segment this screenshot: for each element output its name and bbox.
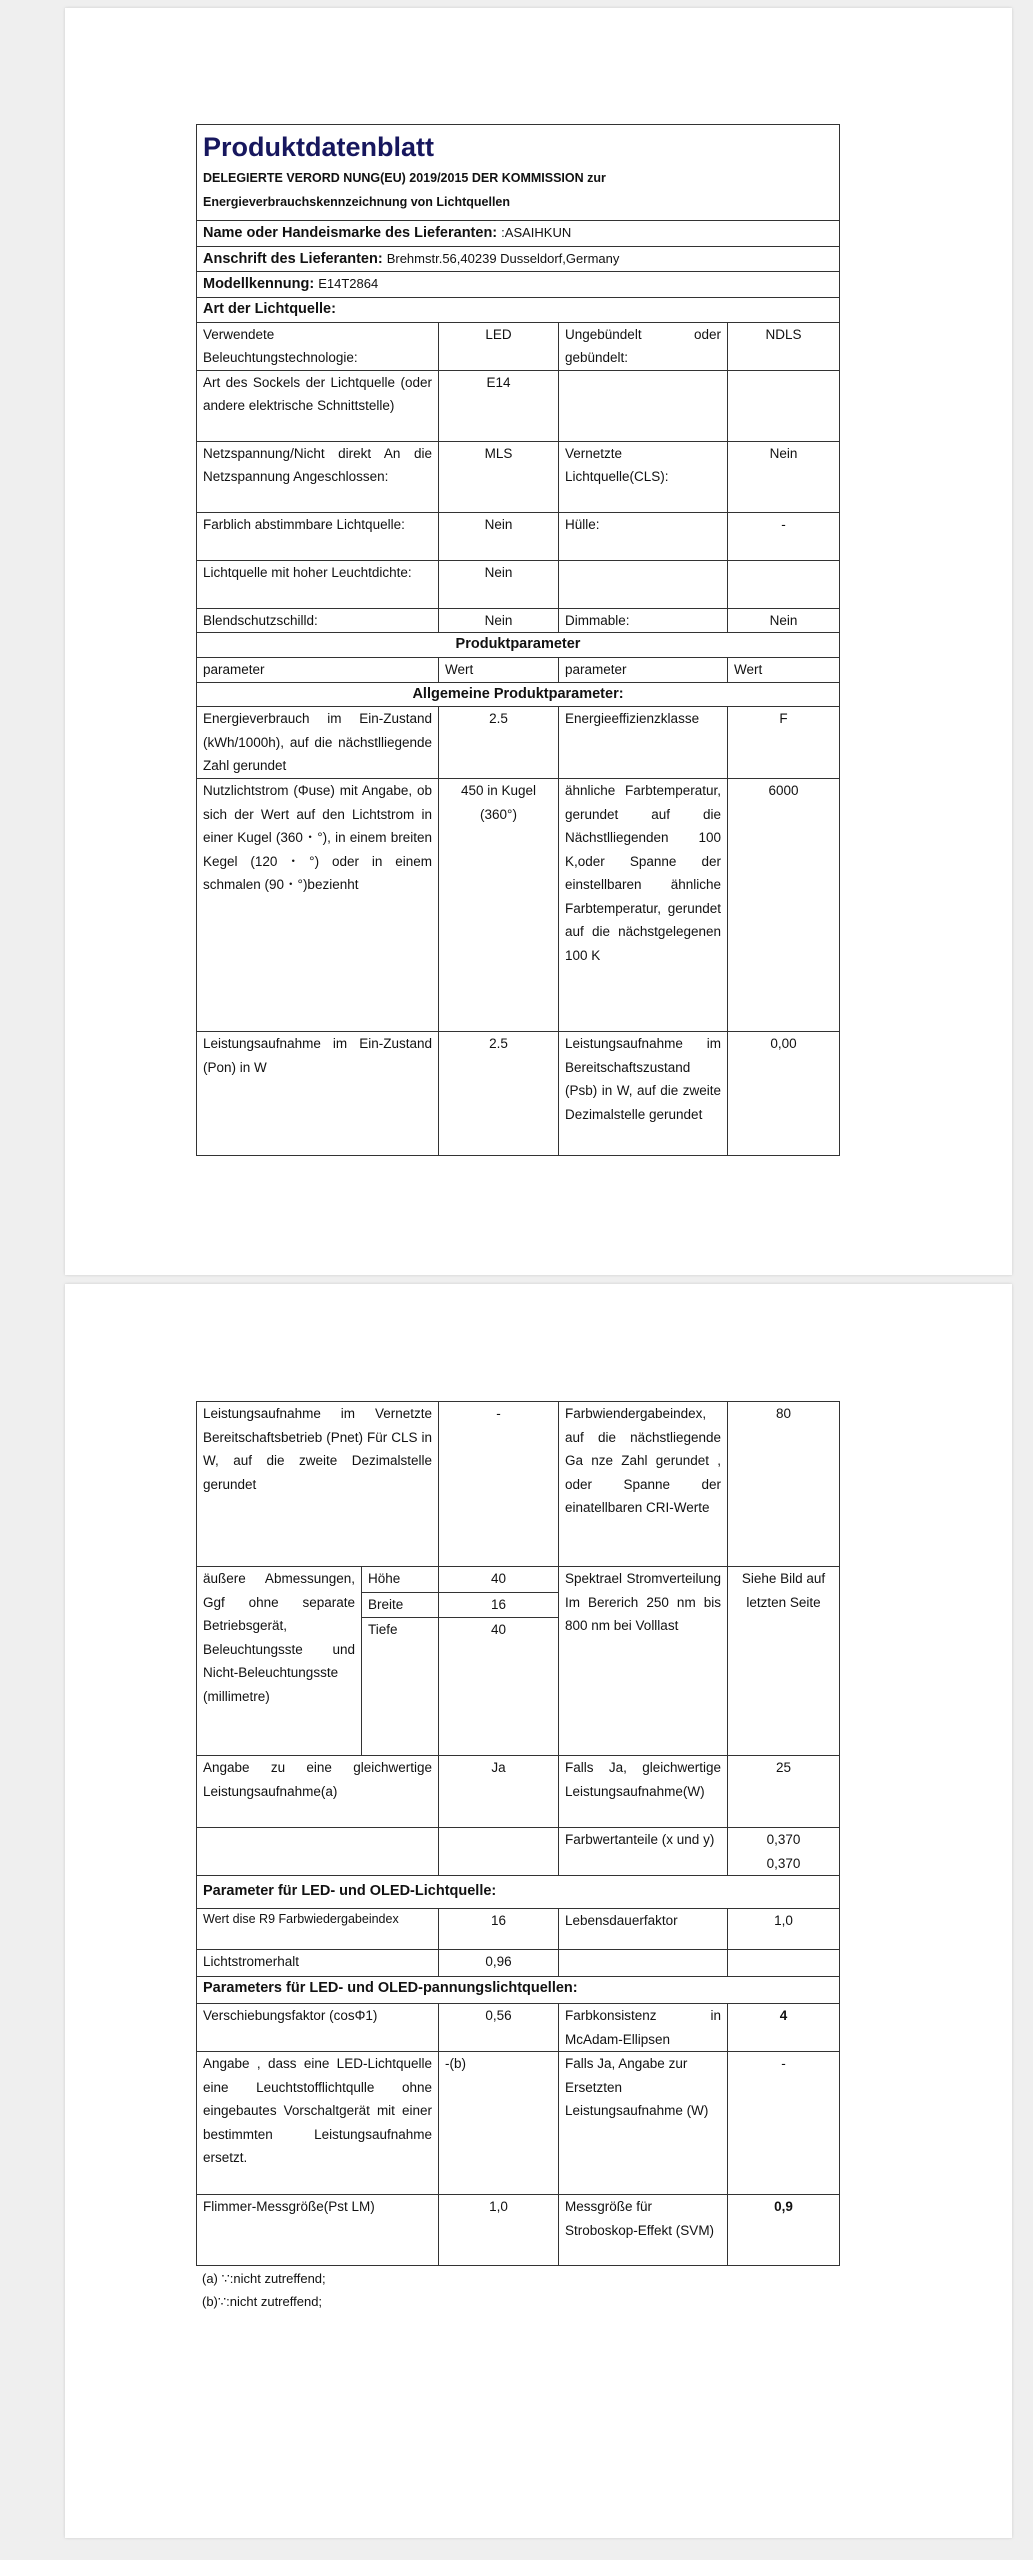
value-cell: 1,0 bbox=[439, 2195, 559, 2266]
param-cell bbox=[559, 370, 728, 441]
param-cell: Verwendete Beleuchtungstechnologie: bbox=[197, 322, 439, 370]
param-cell: Nutzlichtstrom (Φuse) mit Angabe, ob sich der Wert auf den Lichtstrom in einer Kugel (360・°), in einem breiten Kegel (120・°) oder in einem schmalen (90・°)bezienht bbox=[197, 779, 439, 1032]
supplier-row bbox=[197, 221, 840, 247]
param-cell: Ungebündelt oder gebündelt: bbox=[559, 322, 728, 370]
section-general-parameters: Allgemeine Produktparameter: bbox=[197, 682, 840, 707]
model-label: Modellkennung: bbox=[203, 276, 319, 292]
value-cell: 0,96 bbox=[439, 1950, 559, 1977]
value-cell: E14 bbox=[439, 370, 559, 441]
param-cell: Lichtquelle mit hoher Leuchtdichte: bbox=[197, 560, 439, 608]
value-cell: 25 bbox=[728, 1756, 840, 1828]
section-light-type: Art der Lichtquelle: bbox=[197, 297, 840, 322]
param-cell: Verschiebungsfaktor (cosΦ1) bbox=[197, 2004, 439, 2052]
empty-cell bbox=[197, 1828, 439, 1876]
param-cell: Netzspannung/Nicht direkt An die Netzspannung Angeschlossen: bbox=[197, 441, 439, 512]
chroma-x: 0,370 bbox=[766, 1832, 801, 1847]
model-row bbox=[197, 272, 840, 298]
table-row bbox=[197, 779, 840, 1032]
value-cell: LED bbox=[439, 322, 559, 370]
param-cell: Leistungsaufnahme im Vernetzte Bereitschaftsbetrieb (Pnet) Für CLS in W, auf die zweite Dezimalstelle gerundet bbox=[197, 1402, 439, 1567]
table-row bbox=[197, 2004, 840, 2052]
table-row bbox=[197, 512, 840, 560]
page-1 bbox=[65, 8, 1012, 1275]
address-value: Brehmstr.56,40239 Dusseldorf,Germany bbox=[386, 250, 620, 266]
value-cell: Nein bbox=[439, 560, 559, 608]
product-datasheet-table-1 bbox=[196, 124, 840, 1156]
section-mains-led-parameters: Parameters für LED- und OLED-pannungslichtquellen: bbox=[197, 1977, 840, 2004]
value-cell: NDLS bbox=[728, 322, 840, 370]
param-cell: Farblich abstimmbare Lichtquelle: bbox=[197, 512, 439, 560]
param-cell: Farbwiendergabeindex, auf die nächstliegende Ga nze Zahl gerundet , oder Spanne der einatellbaren CRI-Werte bbox=[559, 1402, 728, 1567]
table-row bbox=[197, 2052, 840, 2195]
param-cell: Energieverbrauch im Ein-Zustand (kWh/1000h), auf die nächstlliegende Zahl gerundet bbox=[197, 707, 439, 779]
section-led-parameters: Parameter für LED- und OLED-Lichtquelle: bbox=[197, 1876, 840, 1909]
header-cell bbox=[197, 125, 840, 221]
value-cell: F bbox=[728, 707, 840, 779]
param-cell: Art des Sockels der Lichtquelle (oder andere elektrische Schnittstelle) bbox=[197, 370, 439, 441]
param-cell bbox=[559, 560, 728, 608]
regulation-line-2: Energieverbrauchskennzeichnung von Lichtquellen bbox=[203, 194, 511, 209]
value-cell: Siehe Bild auf letzten Seite bbox=[728, 1567, 840, 1756]
table-row bbox=[197, 370, 840, 441]
param-cell: Angabe zu eine gleichwertige Leistungsaufnahme(a) bbox=[197, 1756, 439, 1828]
value-cell: 2.5 bbox=[439, 1032, 559, 1156]
value-cell: 0,9 bbox=[728, 2195, 840, 2266]
page-title: Produktdatenblatt bbox=[203, 132, 435, 162]
param-cell: Leistungsaufnahme im Ein-Zustand (Pon) in W bbox=[197, 1032, 439, 1156]
param-cell: Blendschutzschilld: bbox=[197, 608, 439, 633]
value-cell bbox=[728, 370, 840, 441]
param-cell: Hülle: bbox=[559, 512, 728, 560]
depth-value: 40 bbox=[439, 1618, 559, 1756]
param-cell: Farbkonsistenz in McAdam-Ellipsen bbox=[559, 2004, 728, 2052]
value-cell: 80 bbox=[728, 1402, 840, 1567]
column-header: parameter bbox=[559, 658, 728, 683]
value-cell: 450 in Kugel (360°) bbox=[439, 779, 559, 1032]
value-cell: 0,56 bbox=[439, 2004, 559, 2052]
column-header: parameter bbox=[197, 658, 439, 683]
height-label: Höhe bbox=[362, 1567, 439, 1593]
address-label: Anschrift des Lieferanten: bbox=[203, 250, 387, 267]
dimensions-row bbox=[197, 1567, 840, 1593]
param-cell: ähnliche Farbtemperatur, gerundet auf die Nächstlliegenden 100 K,oder Spanne der einstellbaren ähnliche Farbtemperatur, gerundet auf die nächstgelegenen 100 K bbox=[559, 779, 728, 1032]
param-cell: Spektrael Stromverteilung Im Bererich 250 nm bis 800 nm bei Volllast bbox=[559, 1567, 728, 1756]
value-cell bbox=[728, 1828, 840, 1876]
table-row bbox=[197, 322, 840, 370]
param-cell: Vernetzte Lichtquelle(CLS): bbox=[559, 441, 728, 512]
chroma-y: 0,370 bbox=[766, 1855, 801, 1871]
param-cell: Messgröße für Stroboskop-Effekt (SVM) bbox=[559, 2195, 728, 2266]
param-cell: Falls Ja, gleichwertige Leistungsaufnahme(W) bbox=[559, 1756, 728, 1828]
value-cell: Nein bbox=[728, 608, 840, 633]
value-cell: MLS bbox=[439, 441, 559, 512]
table-row bbox=[197, 1756, 840, 1828]
table-row bbox=[197, 1828, 840, 1876]
value-cell: -(b) bbox=[439, 2052, 559, 2195]
footnote-a: (a) ∵:nicht zutreffend; bbox=[202, 2271, 326, 2286]
depth-label: Tiefe bbox=[362, 1618, 439, 1756]
table-row bbox=[197, 1402, 840, 1567]
value-cell bbox=[728, 560, 840, 608]
param-cell bbox=[559, 1950, 728, 1977]
param-cell: Angabe , dass eine LED-Lichtquelle eine Leuchtstofflichtqulle ohne eingebautes Vorschaltgerät mit einer bestimmten Leistungsaufnahme ersetzt. bbox=[197, 2052, 439, 2195]
height-value: 40 bbox=[439, 1567, 559, 1593]
value-cell bbox=[728, 1950, 840, 1977]
value-cell: 1,0 bbox=[728, 1909, 840, 1950]
value-cell: - bbox=[728, 512, 840, 560]
dimensions-label: äußere Abmessungen, Ggf ohne separate Betriebsgerät, Beleuchtungsste und Nicht-Beleuchtungsste (millimetre) bbox=[197, 1567, 362, 1756]
product-datasheet-table-2 bbox=[196, 1401, 840, 2266]
value-cell: - bbox=[728, 2052, 840, 2195]
section-product-parameters: Produktparameter bbox=[197, 633, 840, 658]
table-row bbox=[197, 1032, 840, 1156]
column-header: Wert bbox=[728, 658, 840, 683]
param-cell: Lebensdauerfaktor bbox=[559, 1909, 728, 1950]
table-row bbox=[197, 560, 840, 608]
param-cell: Wert dise R9 Farbwiedergabeindex bbox=[197, 1909, 439, 1950]
param-cell: Falls Ja, Angabe zur Ersetzten Leistungsaufnahme (W) bbox=[559, 2052, 728, 2195]
value-cell: 6000 bbox=[728, 779, 840, 1032]
footnote-b: (b)∵:nicht zutreffend; bbox=[202, 2294, 323, 2309]
table-row bbox=[197, 608, 840, 633]
value-cell: 16 bbox=[439, 1909, 559, 1950]
column-header-row bbox=[197, 658, 840, 683]
value-cell: Nein bbox=[439, 608, 559, 633]
param-cell: Dimmable: bbox=[559, 608, 728, 633]
regulation-line-1: DELEGIERTE VERORD NUNG(EU) 2019/2015 DER KOMMISSION zur bbox=[203, 171, 606, 185]
supplier-label: Name oder Handeismarke des Lieferanten: bbox=[203, 225, 502, 241]
table-row bbox=[197, 1950, 840, 1977]
value-cell: - bbox=[439, 1402, 559, 1567]
value-cell: 2.5 bbox=[439, 707, 559, 779]
value-cell: Nein bbox=[439, 512, 559, 560]
width-value: 16 bbox=[439, 1593, 559, 1618]
table-row bbox=[197, 1909, 840, 1950]
value-cell: Nein bbox=[728, 441, 840, 512]
value-cell: 4 bbox=[728, 2004, 840, 2052]
param-cell: Leistungsaufnahme im Bereitschaftszustand (Psb) in W, auf die zweite Dezimalstelle gerundet bbox=[559, 1032, 728, 1156]
column-header: Wert bbox=[439, 658, 559, 683]
width-label: Breite bbox=[362, 1593, 439, 1618]
supplier-value: :ASAIHKUN bbox=[501, 225, 572, 240]
table-row bbox=[197, 441, 840, 512]
table-row bbox=[197, 2195, 840, 2266]
table-row bbox=[197, 707, 840, 779]
model-value: E14T2864 bbox=[318, 276, 379, 291]
param-cell: Lichtstromerhalt bbox=[197, 1950, 439, 1977]
page-2 bbox=[65, 1284, 1012, 2538]
param-cell: Energieeffizienzklasse bbox=[559, 707, 728, 779]
value-cell: 0,00 bbox=[728, 1032, 840, 1156]
address-row bbox=[197, 246, 840, 272]
param-cell: Farbwertanteile (x und y) bbox=[559, 1828, 728, 1876]
value-cell: Ja bbox=[439, 1756, 559, 1828]
empty-cell bbox=[439, 1828, 559, 1876]
param-cell: Flimmer-Messgröße(Pst LM) bbox=[197, 2195, 439, 2266]
